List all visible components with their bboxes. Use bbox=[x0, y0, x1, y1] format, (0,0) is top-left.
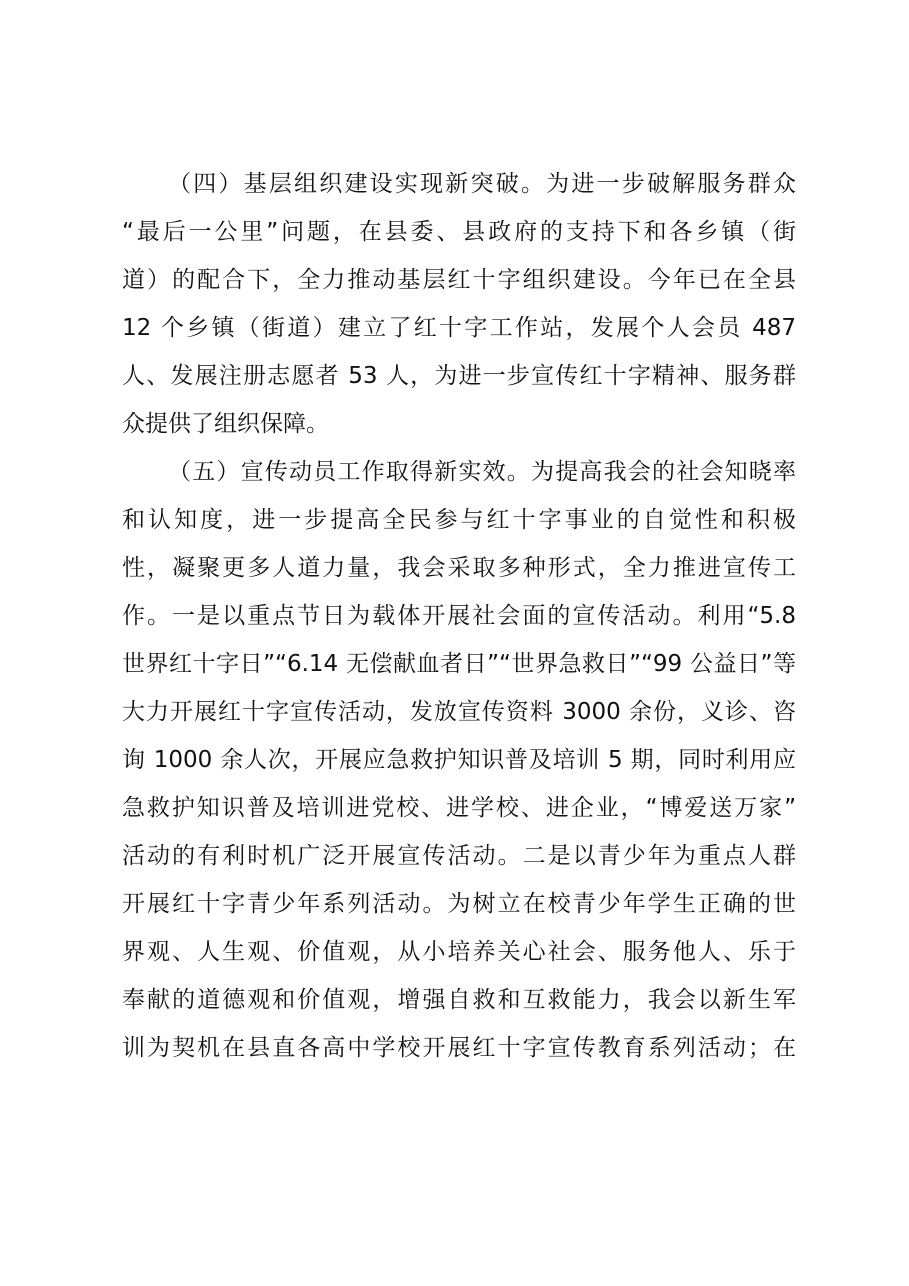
text-line: 活动的有利时机广泛开展宣传活动。二是以青少年为重点人群 bbox=[122, 843, 796, 869]
document-page bbox=[122, 160, 796, 1072]
text-line: 奉献的道德观和价值观，增强自救和互救能力，我会以新生军 bbox=[122, 987, 796, 1013]
text-line: 询 1000 余人次，开展应急救护知识普及培训 5 期，同时利用应 bbox=[122, 747, 796, 773]
text-line: 众提供了组织保障。 bbox=[122, 411, 329, 437]
text-line: 和认知度，进一步提高全民参与红十字事业的自觉性和积极 bbox=[122, 507, 796, 533]
text-line: 12 个乡镇（街道）建立了红十字工作站，发展个人会员 487 bbox=[122, 315, 796, 341]
text-line: 作。一是以重点节日为载体开展社会面的宣传活动。利用“5.8 bbox=[122, 603, 796, 629]
text-line: （五）宣传动员工作取得新实效。为提高我会的社会知晓率 bbox=[168, 459, 796, 485]
text-line: “最后一公里”问题，在县委、县政府的支持下和各乡镇（街 bbox=[122, 219, 796, 245]
paragraph-grassroots-organization bbox=[122, 160, 796, 448]
text-line: 大力开展红十字宣传活动，发放宣传资料 3000 余份，义诊、咨 bbox=[122, 699, 796, 725]
paragraph-publicity-mobilization bbox=[122, 448, 796, 1072]
text-line: 训为契机在县直各高中学校开展红十字宣传教育系列活动；在 bbox=[122, 1035, 796, 1061]
text-line: 道）的配合下，全力推动基层红十字组织建设。今年已在全县 bbox=[122, 267, 796, 293]
text-line: 界观、人生观、价值观，从小培养关心社会、服务他人、乐于 bbox=[122, 939, 796, 965]
text-line: 世界红十字日”“6.14 无偿献血者日”“世界急救日”“99 公益日”等 bbox=[122, 651, 796, 677]
text-line: 性，凝聚更多人道力量，我会采取多种形式，全力推进宣传工 bbox=[122, 555, 796, 581]
text-line: 急救护知识普及培训进党校、进学校、进企业，“博爱送万家” bbox=[122, 795, 796, 821]
text-line: 开展红十字青少年系列活动。为树立在校青少年学生正确的世 bbox=[122, 891, 796, 917]
text-line: 人、发展注册志愿者 53 人，为进一步宣传红十字精神、服务群 bbox=[122, 363, 796, 389]
text-line: （四）基层组织建设实现新突破。为进一步破解服务群众 bbox=[168, 171, 796, 197]
